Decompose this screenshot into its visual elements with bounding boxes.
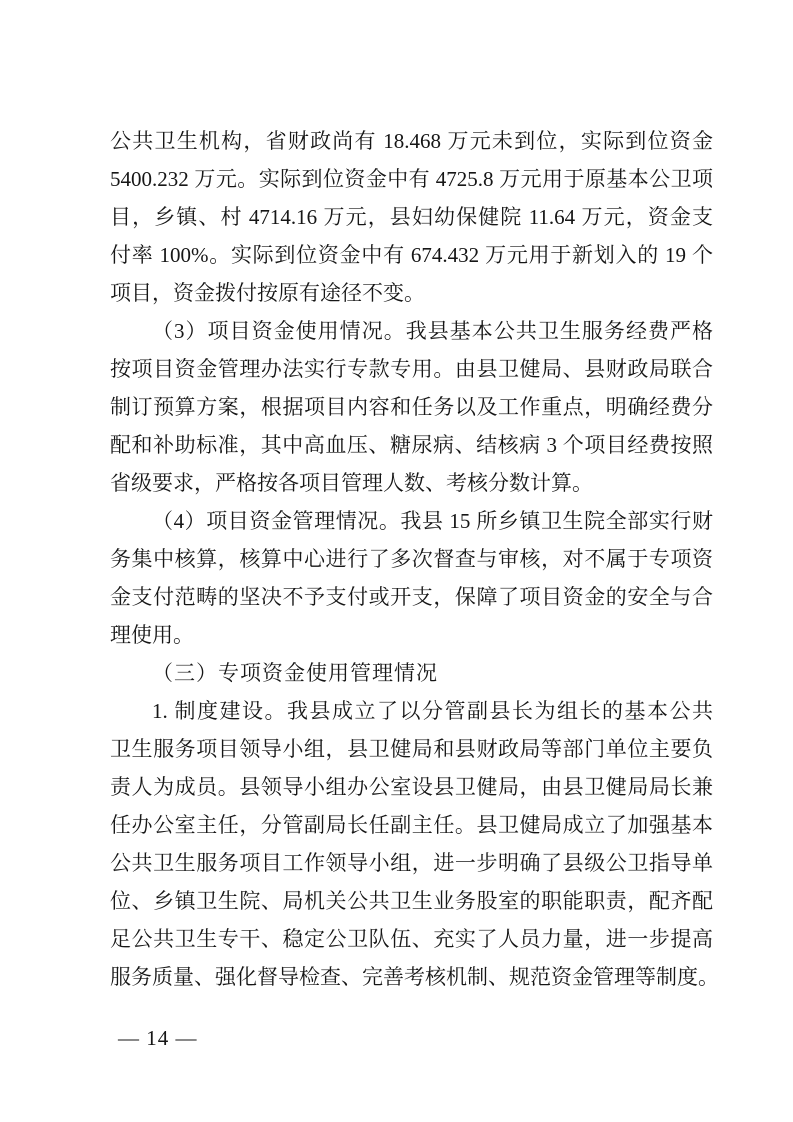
page-number: — 14 —: [118, 1026, 198, 1050]
text-line: 公共卫生服务项目工作领导小组，进一步明确了县级公卫指导单: [110, 851, 713, 875]
text-line: 制订预算方案，根据项目内容和任务以及工作重点，明确经费分: [110, 395, 713, 419]
text-line: 付率 100%。实际到位资金中有 674.432 万元用于新划入的 19 个: [110, 243, 713, 267]
text-line: 项目，资金拨付按原有途径不变。: [110, 281, 425, 305]
text-line: 服务质量、强化督导检查、完善考核机制、规范资金管理等制度。: [110, 965, 719, 989]
para-3-project-fund-usage: [110, 312, 713, 502]
text-line: 务集中核算，核算中心进行了多次督查与审核，对不属于专项资: [110, 547, 713, 571]
text-line: （4）项目资金管理情况。我县 15 所乡镇卫生院全部实行财: [152, 509, 713, 533]
text-line: 卫生服务项目领导小组，县卫健局和县财政局等部门单位主要负: [110, 737, 713, 761]
para-1-system-building: [110, 692, 719, 996]
para-fund-arrival-continuation: [110, 122, 713, 312]
text-line: 责人为成员。县领导小组办公室设县卫健局，由县卫健局局长兼: [110, 775, 713, 799]
text-line: 金支付范畴的坚决不予支付或开支，保障了项目资金的安全与合: [110, 585, 713, 609]
document-body: [110, 122, 719, 996]
text-line: （3）项目资金使用情况。我县基本公共卫生服务经费严格: [152, 319, 713, 343]
text-line: 理使用。: [110, 623, 194, 647]
text-line: 足公共卫生专干、稳定公卫队伍、充实了人员力量，进一步提高: [110, 927, 713, 951]
heading-section-three-special-funds: [110, 654, 713, 692]
text-line: 配和补助标准，其中高血压、糖尿病、结核病 3 个项目经费按照: [110, 433, 713, 457]
text-line: 目，乡镇、村 4714.16 万元，县妇幼保健院 11.64 万元，资金支: [110, 205, 714, 229]
text-line: 按项目资金管理办法实行专款专用。由县卫健局、县财政局联合: [110, 357, 713, 381]
text-line: 位、乡镇卫生院、局机关公共卫生业务股室的职能职责，配齐配: [110, 889, 713, 913]
para-4-project-fund-management: [110, 502, 713, 654]
text-line: 省级要求，严格按各项目管理人数、考核分数计算。: [110, 471, 593, 495]
text-line: （三）专项资金使用管理情况: [152, 661, 438, 685]
text-line: 公共卫生机构，省财政尚有 18.468 万元未到位，实际到位资金: [110, 129, 713, 153]
text-line: 1. 制度建设。我县成立了以分管副县长为组长的基本公共: [152, 699, 713, 723]
text-line: 任办公室主任，分管副局长任副主任。县卫健局成立了加强基本: [110, 813, 713, 837]
text-line: 5400.232 万元。实际到位资金中有 4725.8 万元用于原基本公卫项: [110, 167, 713, 191]
